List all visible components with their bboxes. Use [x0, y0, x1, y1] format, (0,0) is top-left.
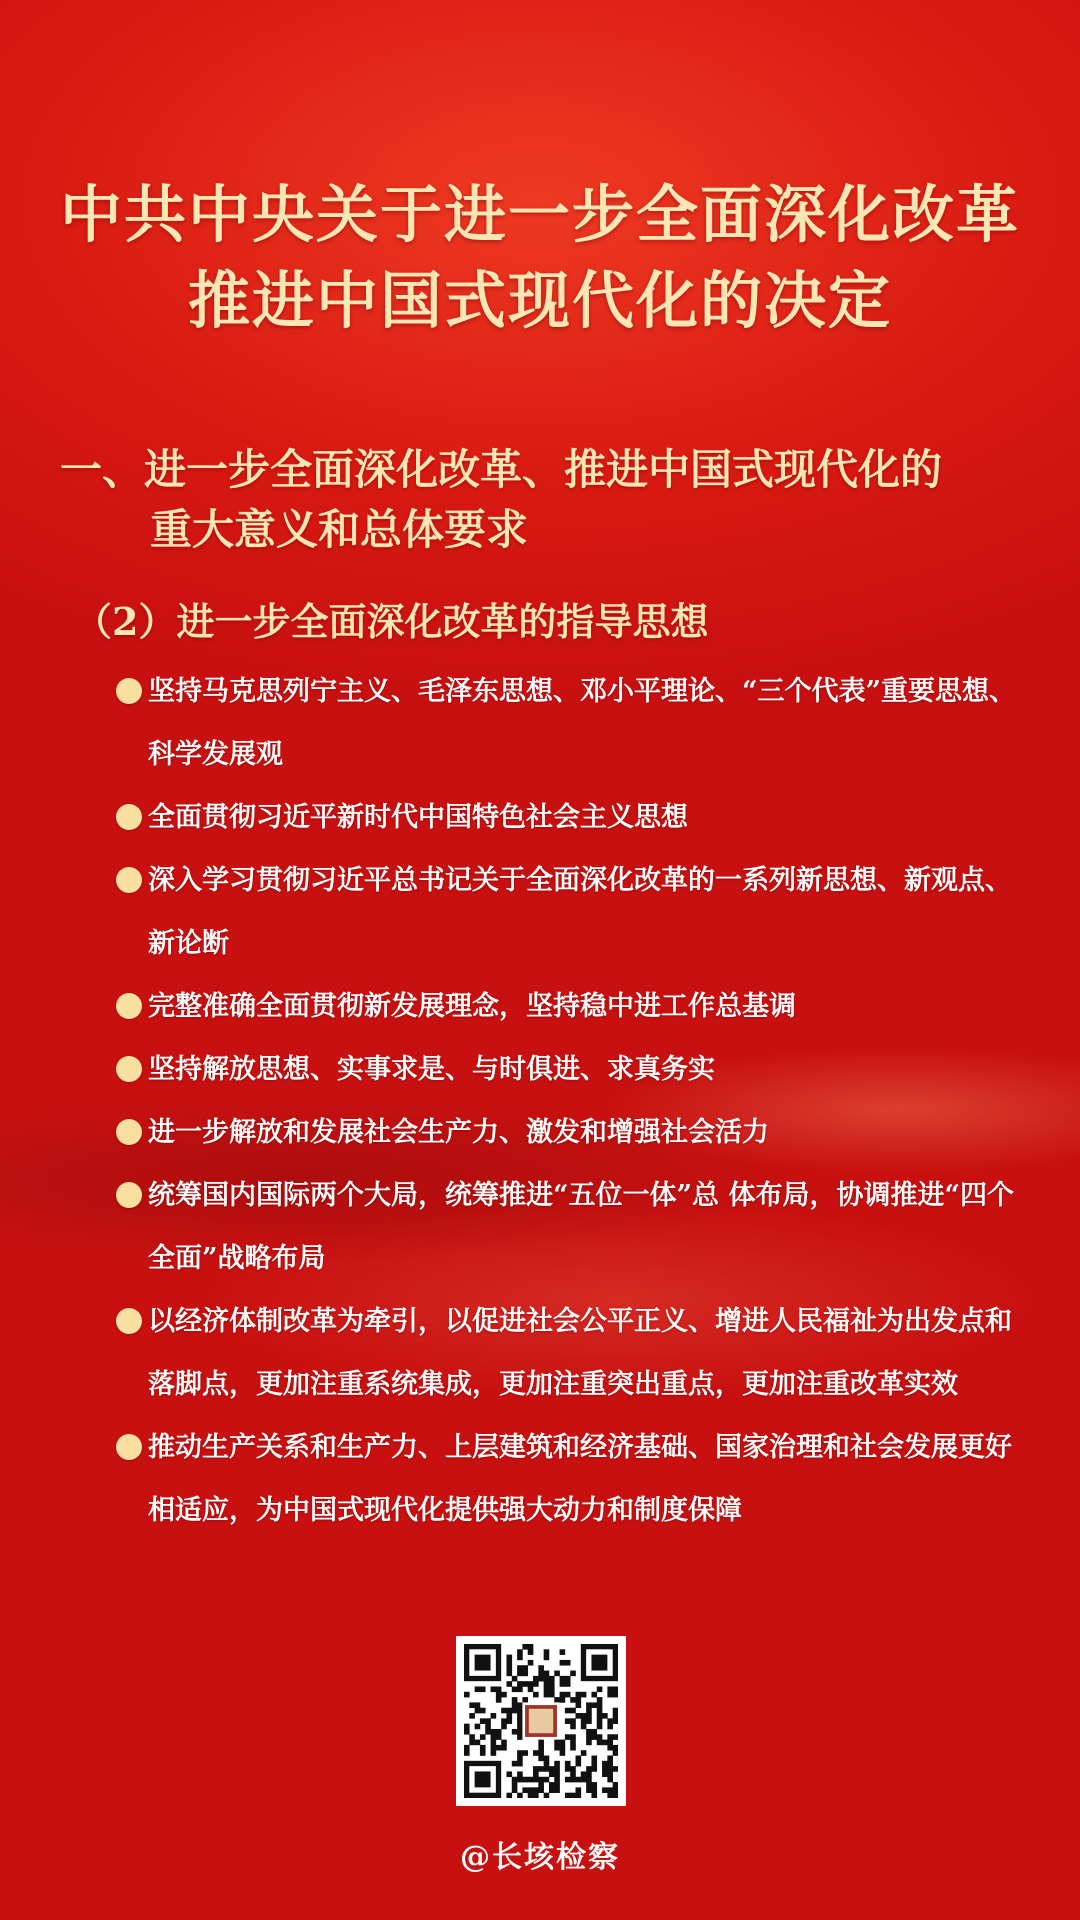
list-item [112, 849, 1032, 975]
list-item-text: 完整准确全面贯彻新发展理念，坚持稳中进工作总基调 [148, 991, 796, 1022]
bullet-dot-icon [116, 804, 142, 830]
list-item [112, 1164, 1032, 1290]
list-item-text: 进一步解放和发展社会生产力、激发和增强社会活力 [148, 1117, 769, 1148]
title-line-1: 中共中央关于进一步全面深化改革 [59, 178, 1020, 251]
account-handle: @长垓检察 [460, 1840, 620, 1875]
list-item-text: 深入学习贯彻习近平总书记关于全面深化改革的一系列新思想、新观点、新论断 [148, 865, 1012, 959]
qr-code-icon [464, 1644, 618, 1798]
list-item-text: 统筹国内国际两个大局，统筹推进“五位一体”总 体布局，协调推进“四个全面”战略布局 [148, 1180, 1014, 1274]
bullet-dot-icon [116, 1056, 142, 1082]
section-heading-line-1: 一、进一步全面深化改革、推进中国式现代化的 [60, 445, 943, 494]
list-item [112, 660, 1032, 786]
bullet-dot-icon [116, 993, 142, 1019]
list-item-text: 坚持马克思列宁主义、毛泽东思想、邓小平理论、“三个代表”重要思想、科学发展观 [148, 676, 1017, 770]
list-item [112, 1290, 1032, 1416]
qr-code[interactable] [456, 1636, 626, 1806]
list-item [112, 1101, 1032, 1164]
list-item [112, 1416, 1032, 1542]
bullet-dot-icon [116, 1308, 142, 1334]
sub-heading: （2）进一步全面深化改革的指导思想 [74, 599, 709, 644]
list-item-text: 以经济体制改革为牵引，以促进社会公平正义、增进人民福祉为出发点和落脚点，更加注重系统集成，更加注重突出重点，更加注重改革实效 [148, 1306, 1012, 1400]
bullet-dot-icon [116, 867, 142, 893]
list-item-text: 推动生产关系和生产力、上层建筑和经济基础、国家治理和社会发展更好相适应，为中国式现代化提供强大动力和制度保障 [148, 1432, 1012, 1526]
section-heading-line-2: 重大意义和总体要求 [150, 505, 529, 554]
section-heading [60, 440, 1020, 560]
bullet-dot-icon [116, 1119, 142, 1145]
list-item [112, 786, 1032, 849]
list-item-text: 全面贯彻习近平新时代中国特色社会主义思想 [148, 802, 688, 833]
list-item [112, 975, 1032, 1038]
bullet-list [112, 660, 1032, 1542]
list-item-text: 坚持解放思想、实事求是、与时俱进、求真务实 [148, 1054, 715, 1085]
bullet-dot-icon [116, 678, 142, 704]
bullet-dot-icon [116, 1182, 142, 1208]
page-title [0, 172, 1080, 344]
bullet-dot-icon [116, 1434, 142, 1460]
title-line-2: 推进中国式现代化的决定 [187, 264, 892, 337]
list-item [112, 1038, 1032, 1101]
